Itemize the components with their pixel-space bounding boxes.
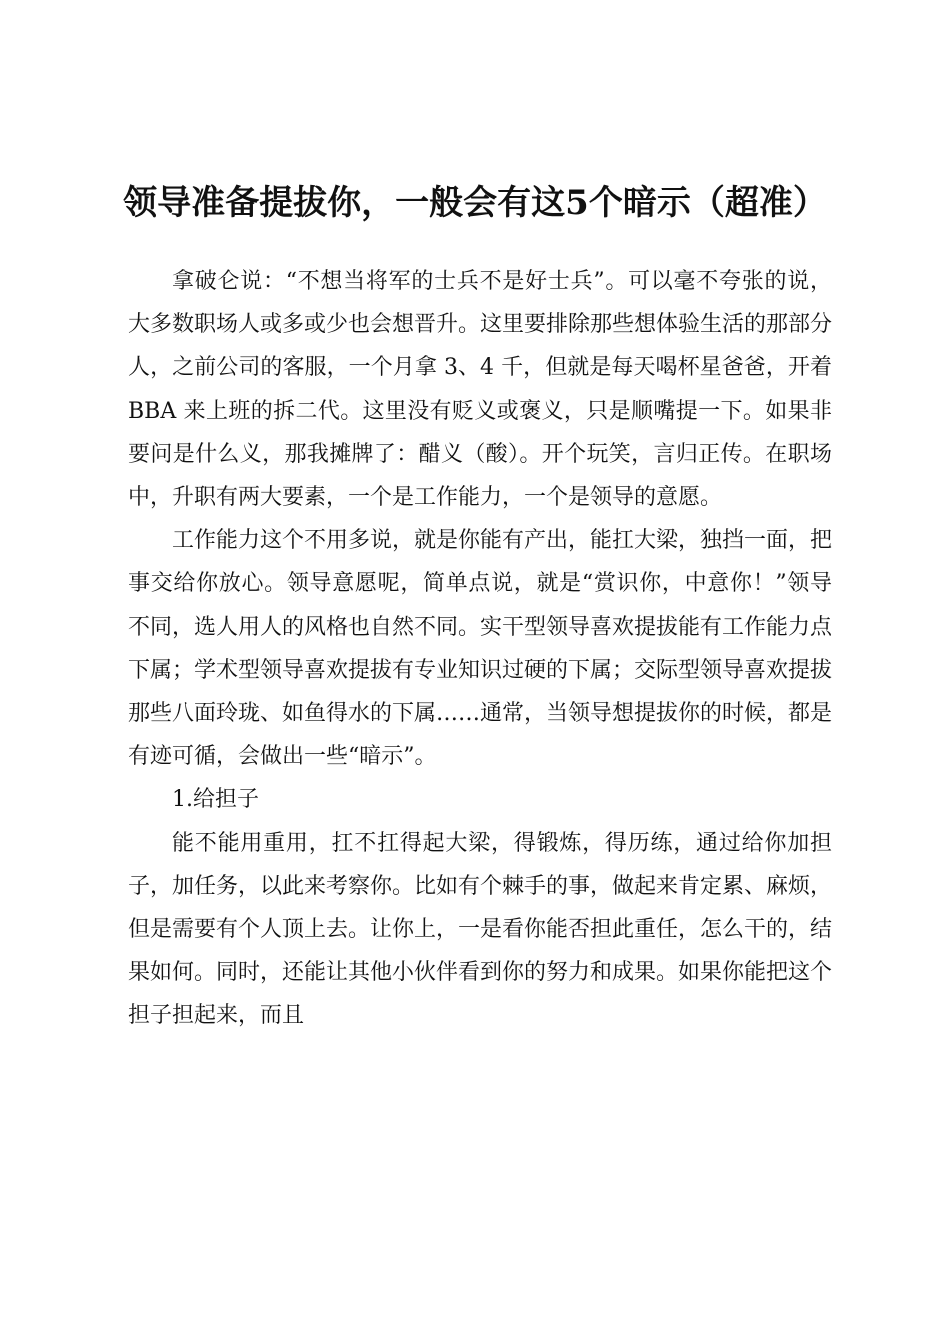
paragraph-section-1: 能不能用重用，扛不扛得起大梁，得锻炼，得历练，通过给你加担子，加任务，以此来考察你。比如有个棘手的事，做起来肯定累、麻烦，但是需要有个人顶上去。让你上，一是看你能否担此重任，怎么干的，结果如何。同时，还能让其他小伙伴看到你的努力和成果。如果你能把这个担子担起来，而且 (128, 830, 833, 1029)
paragraph-work-ability: 工作能力这个不用多说，就是你能有产出，能扛大梁，独挡一面，把事交给你放心。领导意愿呢，简单点说，就是“赏识你，中意你！”领导不同，选人用人的风格也自然不同。实干型领导喜欢提拔能有工作能力点下属；学术型领导喜欢提拔有专业知识过硬的下属；交际型领导喜欢提拔那些八面玲珑、如鱼得水的下属……通常，当领导想提拔你的时候，都是有迹可循，会做出一些“暗示”。 (128, 528, 833, 770)
document-body (128, 260, 832, 1038)
section-heading-1: 1.给担子 (172, 787, 259, 813)
paragraph-intro: 拿破仑说：“不想当将军的士兵不是好士兵”。可以毫不夸张的说，大多数职场人或多或少也会想晋升。这里要排除那些想体验生活的那部分人，之前公司的客服，一个月拿 3、4 千，但就是每天喝杯星爸爸，开着 BBA 来上班的拆二代。这里没有贬义或褒义，只是顺嘴提一下。如果非要问是什么义，那我摊牌了：醋义（酸）。开个玩笑，言归正传。在职场中，升职有两大要素，一个是工作能力，一个是领导的意愿。 (128, 269, 833, 511)
document-title: 领导准备提拔你，一般会有这5个暗示（超准） (123, 183, 827, 223)
